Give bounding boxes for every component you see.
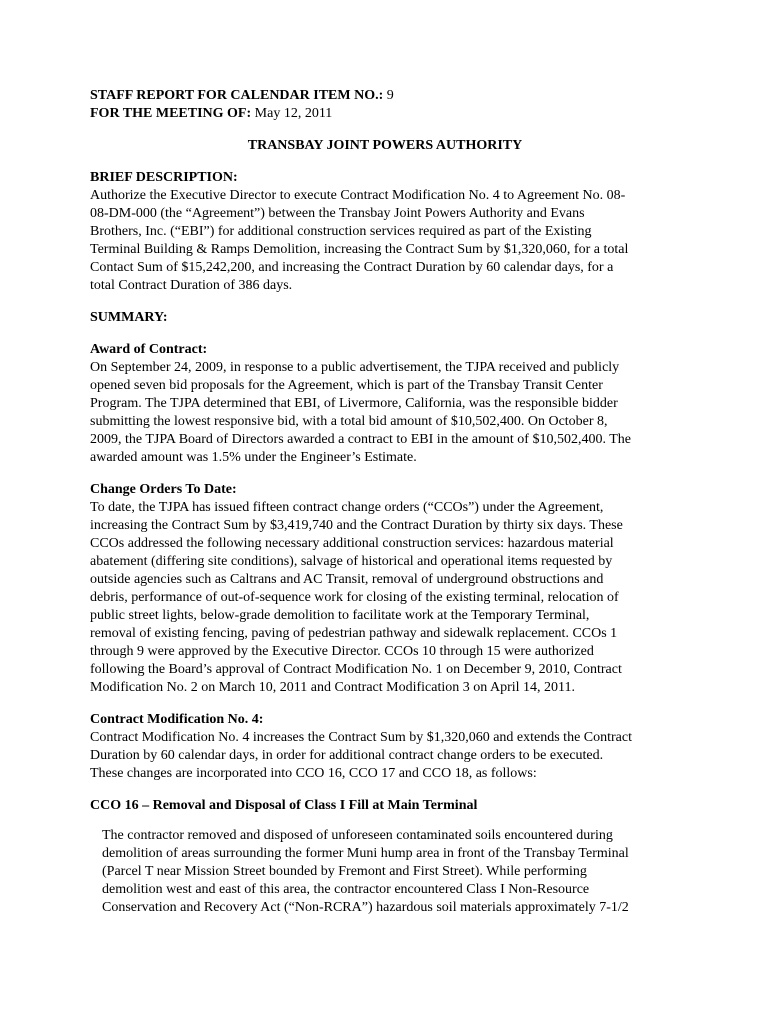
text-line: Modification No. 2 on March 10, 2011 and Contract Modification 3 on April 14, 2011. xyxy=(90,680,576,695)
cco16-body xyxy=(90,827,680,917)
text-line: These changes are incorporated into CCO 16, CCO 17 and CCO 18, as follows: xyxy=(90,766,537,781)
brief-description-heading: BRIEF DESCRIPTION: xyxy=(90,170,238,185)
text-line: following the Board’s approval of Contract Modification No. 1 on December 9, 2010, Contract xyxy=(90,662,622,677)
text-line: public street lights, below-grade demolition to facilitate work at the Temporary Terminal, xyxy=(90,608,590,623)
change-orders-section xyxy=(90,481,680,697)
text-line: demolition west and east of this area, the contractor encountered Class I Non-Resource xyxy=(102,882,590,897)
text-line: Program. The TJPA determined that EBI, of Livermore, California, was the responsible bidder xyxy=(90,396,618,411)
text-line: Contract Modification No. 4 increases the Contract Sum by $1,320,060 and extends the Contract xyxy=(90,730,632,745)
text-line: (Parcel T near Mission Street bounded by Fremont and First Street). While performing xyxy=(102,864,587,879)
text-line: abatement (differing site conditions), salvage of historical and operational items requested by xyxy=(90,554,613,569)
text-line: Contact Sum of $15,242,200, and increasing the Contract Duration by 60 calendar days, for a xyxy=(90,260,614,275)
text-line: On September 24, 2009, in response to a public advertisement, the TJPA received and publicly xyxy=(90,360,620,375)
text-line: Duration by 60 calendar days, in order for additional contract change orders to be executed. xyxy=(90,748,604,763)
award-section xyxy=(90,341,680,467)
award-body xyxy=(90,359,680,467)
brief-description-section xyxy=(90,169,680,295)
modification-4-section xyxy=(90,711,680,783)
text-line: increasing the Contract Sum by $3,419,740 and the Contract Duration by thirty six days. These xyxy=(90,518,623,533)
text-line: To date, the TJPA has issued fifteen contract change orders (“CCOs”) under the Agreement, xyxy=(90,500,604,515)
document-page xyxy=(90,87,680,917)
text-line: awarded amount was 1.5% under the Engineer’s Estimate. xyxy=(90,450,417,465)
text-line: total Contract Duration of 386 days. xyxy=(90,278,293,293)
meeting-value: May 12, 2011 xyxy=(254,106,333,121)
cco16-heading: CCO 16 – Removal and Disposal of Class I Fill at Main Terminal xyxy=(90,798,478,813)
text-line: opened seven bid proposals for the Agreement, which is part of the Transbay Transit Center xyxy=(90,378,603,393)
calendar-item-label: STAFF REPORT FOR CALENDAR ITEM NO.: xyxy=(90,88,384,103)
text-line: Terminal Building & Ramps Demolition, increasing the Contract Sum by $1,320,060, for a total xyxy=(90,242,629,257)
meeting-label: FOR THE MEETING OF: xyxy=(90,106,252,121)
organization-title: TRANSBAY JOINT POWERS AUTHORITY xyxy=(247,138,523,153)
meeting-line xyxy=(90,105,680,123)
text-line: outside agencies such as Caltrans and AC Transit, removal of underground obstructions and xyxy=(90,572,604,587)
modification-4-heading: Contract Modification No. 4: xyxy=(90,712,264,727)
cco16-section xyxy=(90,797,680,917)
text-line: 08-DM-000 (the “Agreement”) between the Transbay Joint Powers Authority and Evans xyxy=(90,206,585,221)
text-line: removal of existing fencing, paving of pedestrian pathway and sidewalk replacement. CCOs 1 xyxy=(90,626,618,641)
text-line: debris, performance of out-of-sequence work for closing of the existing terminal, relocation of xyxy=(90,590,619,605)
text-line: Brothers, Inc. (“EBI”) for additional construction services required as part of the Existing xyxy=(90,224,592,239)
text-line: through 9 were approved by the Executive Director. CCOs 10 through 15 were authorized xyxy=(90,644,594,659)
text-line: submitting the lowest responsive bid, with a total bid amount of $10,502,400. On October 8, xyxy=(90,414,608,429)
text-line: Conservation and Recovery Act (“Non-RCRA”) hazardous soil materials approximately 7-1/2 xyxy=(102,900,629,915)
change-orders-heading: Change Orders To Date: xyxy=(90,482,237,497)
summary-heading: SUMMARY: xyxy=(90,310,168,325)
text-line: Authorize the Executive Director to execute Contract Modification No. 4 to Agreement No. 08- xyxy=(90,188,626,203)
modification-4-body xyxy=(90,729,680,783)
brief-description-body xyxy=(90,187,680,295)
award-heading: Award of Contract: xyxy=(90,342,208,357)
text-line: 2009, the TJPA Board of Directors awarded a contract to EBI in the amount of $10,502,400. The xyxy=(90,432,631,447)
change-orders-body xyxy=(90,499,680,697)
text-line: CCOs addressed the following necessary additional construction services: hazardous material xyxy=(90,536,614,551)
text-line: demolition of areas surrounding the former Muni hump area in front of the Transbay Terminal xyxy=(102,846,629,861)
text-line: The contractor removed and disposed of unforeseen contaminated soils encountered during xyxy=(102,828,613,843)
calendar-item-line xyxy=(90,87,680,105)
calendar-item-value: 9 xyxy=(386,88,394,103)
